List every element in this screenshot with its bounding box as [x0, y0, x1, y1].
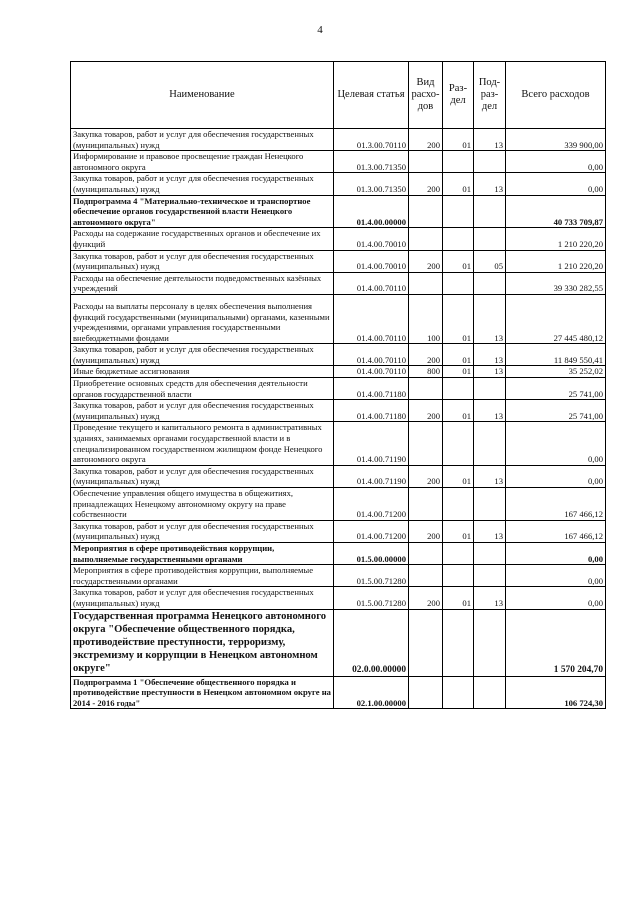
row-target-article: 02.0.00.00000: [334, 609, 409, 676]
row-section: 01: [443, 400, 474, 422]
page-number: 4: [317, 24, 323, 36]
row-section: 01: [443, 344, 474, 366]
row-section: 01: [443, 129, 474, 151]
row-expense-type: [409, 422, 443, 465]
row-section: 01: [443, 520, 474, 542]
row-amount: 1 570 204,70: [506, 609, 606, 676]
row-name: Мероприятия в сфере противодействия коррупции, выполняемые государственными органами: [71, 565, 334, 587]
row-subsection: [474, 542, 506, 564]
table-row: [71, 378, 606, 400]
row-amount: 1 210 220,20: [506, 250, 606, 272]
row-name: Закупка товаров, работ и услуг для обеспечения государственных (муниципальных) нужд: [71, 587, 334, 609]
row-subsection: [474, 676, 506, 709]
row-target-article: 01.4.00.70110: [334, 344, 409, 366]
row-subsection: 13: [474, 344, 506, 366]
row-expense-type: [409, 151, 443, 173]
row-section: 01: [443, 250, 474, 272]
row-section: 01: [443, 587, 474, 609]
row-amount: 0,00: [506, 542, 606, 564]
row-target-article: 01.4.00.71200: [334, 520, 409, 542]
row-subsection: [474, 609, 506, 676]
row-amount: 0,00: [506, 565, 606, 587]
row-name: Закупка товаров, работ и услуг для обеспечения государственных (муниципальных) нужд: [71, 344, 334, 366]
row-amount: 25 741,00: [506, 378, 606, 400]
row-target-article: 01.3.00.71350: [334, 151, 409, 173]
table-row: [71, 609, 606, 676]
row-name: Информирование и правовое просвещение граждан Ненецкого автономного округа: [71, 151, 334, 173]
row-target-article: 01.4.00.71190: [334, 465, 409, 487]
row-name: Мероприятия в сфере противодействия коррупции, выполняемые государственными органами: [71, 542, 334, 564]
row-name: Закупка товаров, работ и услуг для обеспечения государственных (муниципальных) нужд: [71, 250, 334, 272]
row-name: Приобретение основных средств для обеспечения деятельности органов государственной власти: [71, 378, 334, 400]
table-row: [71, 520, 606, 542]
table-row: [71, 195, 606, 228]
header-section: Раз-дел: [443, 62, 474, 129]
row-name: Обеспечение управления общего имущества в общежитиях, принадлежащих Ненецкому автономному округу на праве собственности: [71, 488, 334, 521]
row-subsection: [474, 488, 506, 521]
row-amount: 106 724,30: [506, 676, 606, 709]
row-amount: 0,00: [506, 173, 606, 195]
row-amount: 167 466,12: [506, 520, 606, 542]
table-row: [71, 344, 606, 366]
row-name: Закупка товаров, работ и услуг для обеспечения государственных (муниципальных) нужд: [71, 465, 334, 487]
row-subsection: 13: [474, 587, 506, 609]
row-target-article: 01.4.00.00000: [334, 195, 409, 228]
row-section: [443, 565, 474, 587]
row-amount: 35 252,02: [506, 366, 606, 378]
row-subsection: [474, 378, 506, 400]
row-subsection: 13: [474, 520, 506, 542]
table-header-row: [71, 62, 606, 129]
row-target-article: 01.5.00.00000: [334, 542, 409, 564]
row-subsection: 13: [474, 366, 506, 378]
row-section: [443, 378, 474, 400]
row-expense-type: [409, 195, 443, 228]
row-target-article: 01.5.00.71280: [334, 587, 409, 609]
row-expense-type: [409, 228, 443, 250]
header-subsection: Под-раз-дел: [474, 62, 506, 129]
budget-table: [70, 61, 606, 709]
table-body: [71, 129, 606, 709]
table-row: [71, 173, 606, 195]
row-name: Закупка товаров, работ и услуг для обеспечения государственных (муниципальных) нужд: [71, 520, 334, 542]
row-expense-type: 100: [409, 294, 443, 343]
table-row: [71, 272, 606, 294]
row-subsection: [474, 565, 506, 587]
row-name: Расходы на содержание государственных органов и обеспечение их функций: [71, 228, 334, 250]
row-amount: 25 741,00: [506, 400, 606, 422]
row-amount: 27 445 480,12: [506, 294, 606, 343]
row-expense-type: 200: [409, 129, 443, 151]
row-target-article: 01.4.00.71200: [334, 488, 409, 521]
row-amount: 1 210 220,20: [506, 228, 606, 250]
row-expense-type: 200: [409, 250, 443, 272]
row-name: Проведение текущего и капитального ремонта в административных зданиях, занимаемых органами государственной власти и в специализированном государственном жилищном фонде Ненецкого автономного округа: [71, 422, 334, 465]
row-section: 01: [443, 173, 474, 195]
row-section: [443, 609, 474, 676]
row-subsection: [474, 151, 506, 173]
row-name: Подпрограмма 4 "Материально-техническое и транспортное обеспечение органов государственной власти Ненецкого автономного округа": [71, 195, 334, 228]
header-expense-type: Вид расхо-дов: [409, 62, 443, 129]
row-target-article: 01.4.00.71180: [334, 400, 409, 422]
row-section: [443, 422, 474, 465]
row-section: [443, 228, 474, 250]
table-row: [71, 422, 606, 465]
row-subsection: [474, 422, 506, 465]
row-target-article: 01.4.00.70110: [334, 294, 409, 343]
table-row: [71, 151, 606, 173]
row-expense-type: [409, 488, 443, 521]
row-name: Закупка товаров, работ и услуг для обеспечения государственных (муниципальных) нужд: [71, 173, 334, 195]
row-amount: 39 330 282,55: [506, 272, 606, 294]
row-section: [443, 676, 474, 709]
row-section: [443, 272, 474, 294]
row-expense-type: 200: [409, 400, 443, 422]
row-subsection: 13: [474, 173, 506, 195]
row-expense-type: [409, 272, 443, 294]
row-subsection: 13: [474, 294, 506, 343]
table-row: [71, 228, 606, 250]
row-section: [443, 151, 474, 173]
row-name: Закупка товаров, работ и услуг для обеспечения государственных (муниципальных) нужд: [71, 129, 334, 151]
table-row: [71, 250, 606, 272]
row-amount: 40 733 709,87: [506, 195, 606, 228]
row-name: Государственная программа Ненецкого автономного округа "Обеспечение общественного порядка, противодействие преступности, терроризму, экстремизму и коррупции в Ненецком автономном округе": [71, 609, 334, 676]
row-target-article: 01.4.00.70010: [334, 228, 409, 250]
row-subsection: 13: [474, 465, 506, 487]
row-expense-type: 200: [409, 344, 443, 366]
row-section: 01: [443, 465, 474, 487]
row-name: Расходы на выплаты персоналу в целях обеспечения выполнения функций государственными (муниципальными) органами, казенными учреждениями, органами управления государственными внебюджетными фондами: [71, 294, 334, 343]
row-target-article: 01.3.00.70110: [334, 129, 409, 151]
row-amount: 11 849 550,41: [506, 344, 606, 366]
row-expense-type: 200: [409, 173, 443, 195]
row-expense-type: [409, 676, 443, 709]
row-section: [443, 488, 474, 521]
table-row: [71, 542, 606, 564]
row-target-article: 01.4.00.70010: [334, 250, 409, 272]
row-subsection: [474, 228, 506, 250]
row-name: Подпрограмма 1 "Обеспечение общественного порядка и противодействие преступности в Ненецком автономном округе на 2014 - 2016 годы": [71, 676, 334, 709]
row-target-article: 01.3.00.71350: [334, 173, 409, 195]
row-amount: 0,00: [506, 465, 606, 487]
row-target-article: 01.4.00.70110: [334, 272, 409, 294]
row-expense-type: [409, 542, 443, 564]
row-expense-type: [409, 378, 443, 400]
table-row: [71, 400, 606, 422]
row-target-article: 01.4.00.70110: [334, 366, 409, 378]
table-row: [71, 488, 606, 521]
row-section: [443, 195, 474, 228]
row-target-article: 02.1.00.00000: [334, 676, 409, 709]
header-name: Наименование: [71, 62, 334, 129]
table-row: [71, 587, 606, 609]
row-name: Иные бюджетные ассигнования: [71, 366, 334, 378]
row-expense-type: 200: [409, 587, 443, 609]
row-expense-type: [409, 609, 443, 676]
row-amount: 339 900,00: [506, 129, 606, 151]
row-expense-type: 800: [409, 366, 443, 378]
row-subsection: 05: [474, 250, 506, 272]
row-amount: 0,00: [506, 151, 606, 173]
row-section: 01: [443, 366, 474, 378]
row-amount: 167 466,12: [506, 488, 606, 521]
row-section: 01: [443, 294, 474, 343]
table-row: [71, 465, 606, 487]
row-target-article: 01.4.00.71180: [334, 378, 409, 400]
table-row: [71, 565, 606, 587]
row-target-article: 01.4.00.71190: [334, 422, 409, 465]
row-expense-type: 200: [409, 520, 443, 542]
row-subsection: [474, 195, 506, 228]
row-subsection: [474, 272, 506, 294]
header-target-article: Целевая статья: [334, 62, 409, 129]
row-name: Закупка товаров, работ и услуг для обеспечения государственных (муниципальных) нужд: [71, 400, 334, 422]
row-target-article: 01.5.00.71280: [334, 565, 409, 587]
table-row: [71, 676, 606, 709]
header-total-expenses: Всего расходов: [506, 62, 606, 129]
row-subsection: 13: [474, 400, 506, 422]
row-expense-type: 200: [409, 465, 443, 487]
table-row: [71, 294, 606, 343]
table-row: [71, 129, 606, 151]
row-amount: 0,00: [506, 587, 606, 609]
row-subsection: 13: [474, 129, 506, 151]
row-amount: 0,00: [506, 422, 606, 465]
row-name: Расходы на обеспечение деятельности подведомственных казённых учреждений: [71, 272, 334, 294]
row-expense-type: [409, 565, 443, 587]
row-section: [443, 542, 474, 564]
table-row: [71, 366, 606, 378]
